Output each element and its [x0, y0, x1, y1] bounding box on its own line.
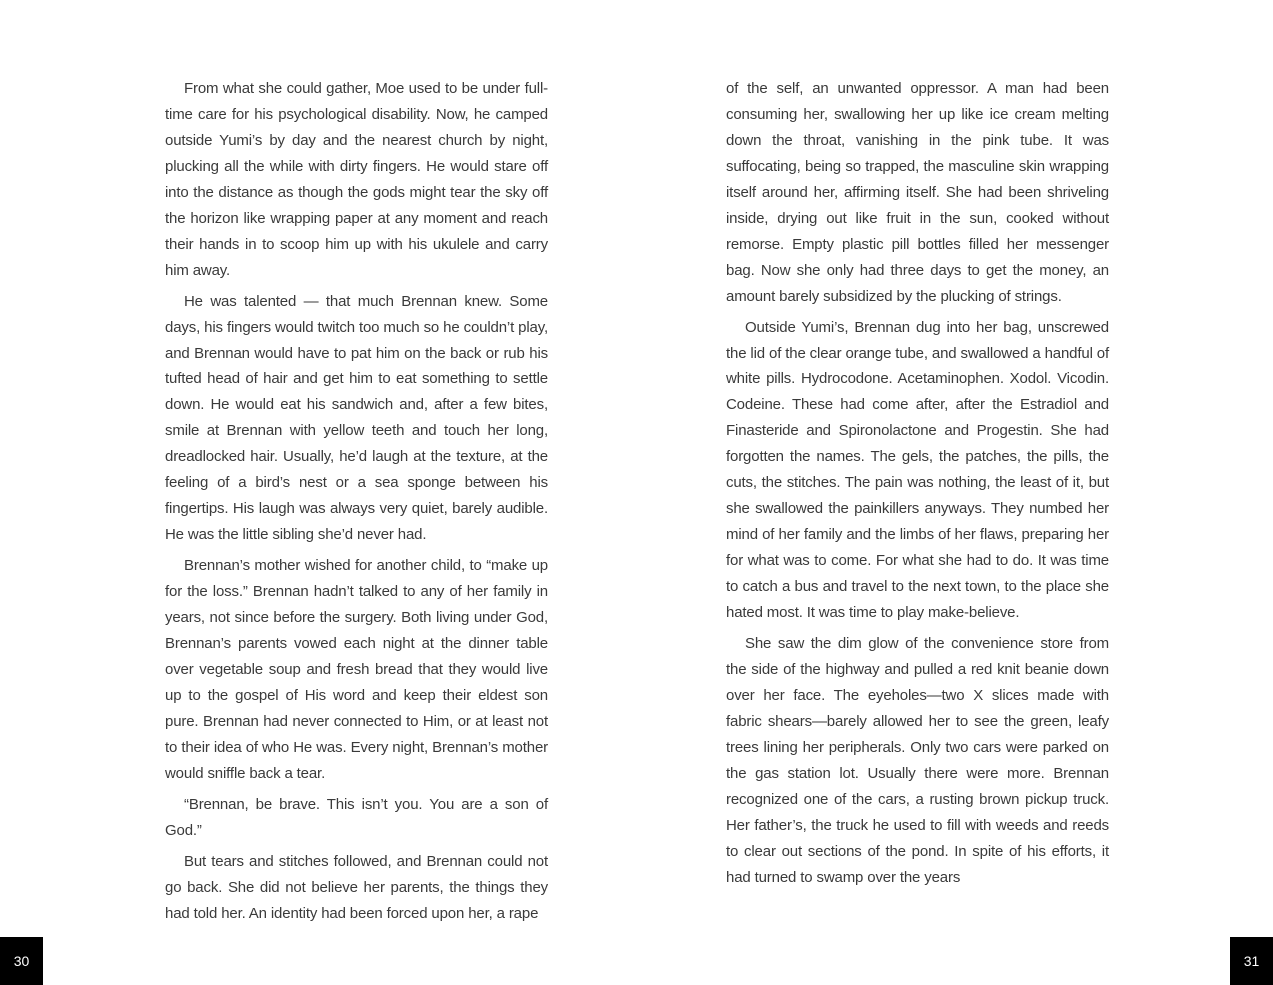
paragraph: He was talented — that much Brennan knew. Some days, his fingers would twitch too much so he couldn’t play, and Brennan would have to pat him on the back or rub his tufted head of hair and get him to eat something to settle down. He would eat his sandwich and, after a few bites, smile at Brennan with yellow teeth and touch her long, dreadlocked hair. Usually, he’d laugh at the texture, at the feeling of a bird’s nest or a sea sponge between his fingertips. His laugh was always very quiet, barely audible. He was the little sibling she’d never had.	[165, 292, 548, 544]
paragraph: Outside Yumi’s, Brennan dug into her bag, unscrewed the lid of the clear orange tube, and swallowed a handful of white pills. Hydrocodone. Acetaminophen. Xodol. Vicodin. Codeine. These had come after, after the Estradiol and Finasteride and Spironolactone and Progestin. She had forgotten the names. The gels, the patches, the pills, the cuts, the stitches. The pain was nothing, the least of it, but she swallowed the painkillers anyways. They numbed her mind of her family and the limbs of her flaws, preparing her for what was to come. For what she had to do. It was time to catch a bus and travel to the next town, to the place she hated most. It was time to play make-believe.	[726, 318, 1109, 622]
paragraph-continued: of the self, an unwanted oppressor. A man had been consuming her, swallowing her up like ice cream melting down the throat, vanishing in the pink tube. It was suffocating, being so trapped, the masculine skin wrapping itself around her, affirming itself. She had been shriveling inside, drying out like fruit in the sun, cooked without remorse. Empty plastic pill bottles filled her messenger bag. Now she only had three days to get the money, an amount barely subsidized by the plucking of strings.	[726, 80, 1109, 305]
paragraph: She saw the dim glow of the convenience store from the side of the highway and pulled a red knit beanie down over her face. The eyeholes—two X slices made with fabric shears—barely allowed her to see the green, leafy trees lining her peripherals. Only two cars were parked on the gas station lot. Usually there were more. Brennan recognized one of the cars, a rusting brown pickup truck. Her father’s, the truck he used to fill with weeds and reeds to clear out sections of the pond. In spite of his efforts, it had turned to swamp over the years	[726, 635, 1109, 886]
right-page	[637, 0, 1273, 985]
paragraph: From what she could gather, Moe used to be under full-time care for his psychological disability. Now, he camped outside Yumi’s by day and the nearest church by night, plucking all the while with dirty fingers. He would stare off into the distance as though the gods might tear the sky off the horizon like wrapping paper at any moment and reach their hands in to scoop him up with his ukulele and carry him away.	[165, 80, 548, 279]
paragraph: Brennan’s mother wished for another child, to “make up for the loss.” Brennan hadn’t talked to any of her family in years, not since before the surgery. Both living under God, Brennan’s parents vowed each night at the dinner table over vegetable soup and fresh bread that they would live up to the gospel of His word and keep their eldest son pure. Brennan had never connected to Him, or at least not to their idea of who He was. Every night, Brennan’s mother would sniffle back a tear.	[165, 557, 548, 782]
left-text-column	[165, 76, 548, 932]
paragraph: But tears and stitches followed, and Brennan could not go back. She did not believe her parents, the things they had told her. An identity had been forced upon her, a rape	[165, 852, 548, 922]
left-page	[0, 0, 636, 985]
page-number-left: 30	[0, 937, 43, 985]
page-number-right: 31	[1230, 937, 1273, 985]
right-text-column	[726, 76, 1109, 896]
paragraph-quote: “Brennan, be brave. This isn’t you. You are a son of God.”	[165, 795, 548, 839]
